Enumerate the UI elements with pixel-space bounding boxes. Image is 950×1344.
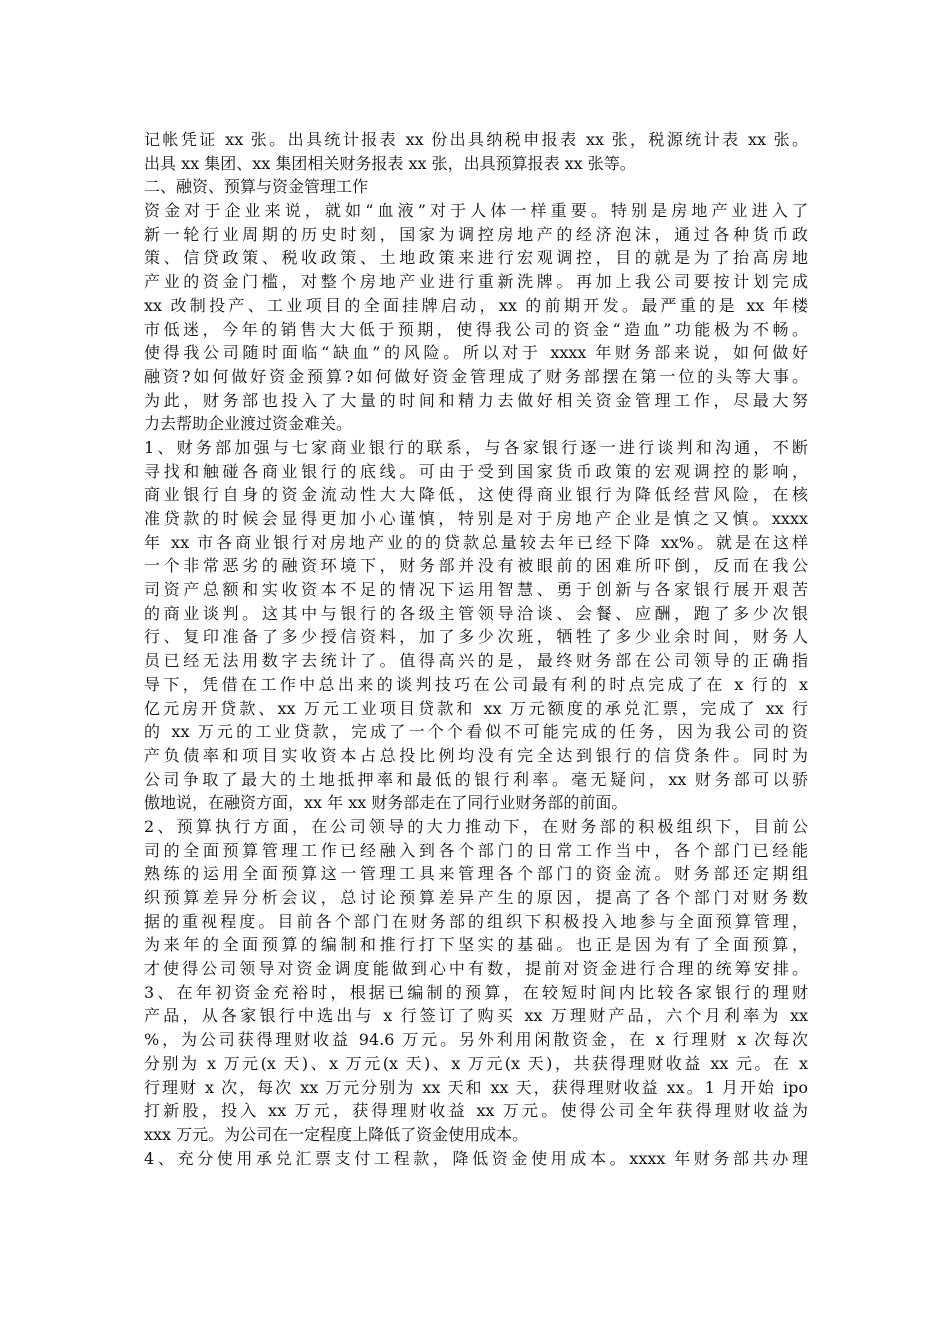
text-line: 力去帮助企业渡过资金难关。 [144, 414, 353, 434]
text-line: 准贷款的时候会显得更加小心谨慎，特别是对于房地产企业是慎之又慎。xxxx [144, 509, 808, 528]
text-line: 为来年的全面预算的编制和推行打下坚实的基础。也正是因为有了全面预算， [144, 935, 808, 955]
text-line: 导下，凭借在工作中总出来的谈判技巧在公司最有利的时点完成了在 x 行的 x [144, 674, 808, 694]
text-line: 产业的资金门槛，对整个房地产业进行重新洗牌。再加上我公司要按计划完成 [144, 272, 808, 292]
text-line: 产负债率和项目实收资本占总投比例均没有完全达到银行的信贷条件。同时为 [144, 745, 808, 765]
text-line: 员已经无法用数字去统计了。值得高兴的是，最终财务部在公司领导的正确指 [144, 651, 808, 671]
text-line: 的 xx 万元的工业贷款，完成了一个个看似不可能完成的任务，因为我公司的资 [144, 722, 808, 742]
text-line: 为此，财务部也投入了大量的时间和精力去做好相关资金管理工作，尽最大努 [144, 390, 808, 410]
text-line: 记帐凭证 xx 张。出具统计报表 xx 份出具纳税申报表 xx 张，税源统计表 xx 张。 [144, 130, 808, 149]
text-line: 织预算差异分析会议，总讨论预算差异产生的原因，提高了各个部门对财务数 [144, 888, 808, 907]
text-line: 4、充分使用承兑汇票支付工程款，降低资金使用成本。xxxx 年财务部共办理 [144, 1148, 808, 1168]
text-line: 融资?如何做好资金预算?如何做好资金管理成了财务部摆在第一位的头等大事。 [144, 366, 808, 386]
text-line: 二、融资、预算与资金管理工作 [144, 177, 369, 197]
text-line: 才使得公司领导对资金调度能做到心中有数，提前对资金进行合理的统筹安排。 [144, 959, 808, 979]
text-line: 2、预算执行方面，在公司领导的大力推动下，在财务部的积极组织下，目前公 [144, 816, 808, 836]
text-line: 打新股，投入 xx 万元，获得理财收益 xx 万元。使得公司全年获得理财收益为 [144, 1101, 808, 1121]
text-line: 分别为 x 万元(x 天)、x 万元(x 天)、x 万元(x 天)，共获得理财收益 xx 元。在 x [144, 1053, 808, 1073]
text-line: %，为公司获得理财收益 94.6 万元。另外利用闲散资金，在 x 行理财 x 次每次 [144, 1030, 808, 1050]
text-line: 出具 xx 集团、xx 集团相关财务报表 xx 张，出具预算报表 xx 张等。 [144, 153, 636, 173]
text-line: 使得我公司随时面临“缺血”的风险。所以对于 xxxx 年财务部来说，如何做好 [144, 343, 808, 363]
text-line: 新一轮行业周期的历史时刻，国家为调控房地产的经济泡沫，通过各种货币政 [144, 224, 808, 244]
text-line: 一个非常恶劣的融资环境下，财务部并没有被眼前的困难所吓倒，反而在我公 [144, 556, 808, 576]
text-line: 3、在年初资金充裕时，根据已编制的预算，在较短时间内比较各家银行的理财 [144, 982, 808, 1002]
text-line: 策、信贷政策、税收政策、土地政策来进行宏观调控，目的就是为了抬高房地 [144, 248, 808, 268]
text-line: 行、复印准备了多少授信资料，加了多少次班，牺牲了多少业余时间，财务人 [144, 627, 808, 647]
text-line: 公司争取了最大的土地抵押率和最低的银行利率。毫无疑问，xx 财务部可以骄 [144, 769, 808, 789]
text-line: 亿元房开贷款、xx 万元工业项目贷款和 xx 万元额度的承兑汇票，完成了 xx 行 [144, 698, 808, 718]
text-line: 产品，从各家银行中选出与 x 行签订了购买 xx 万理财产品，六个月利率为 xx [144, 1006, 808, 1026]
text-line: 司资产总额和实收资本不足的情况下运用智慧、勇于创新与各家银行展开艰苦 [144, 580, 808, 600]
text-line: 寻找和触碰各商业银行的底线。可由于受到国家货币政策的宏观调控的影响， [144, 461, 808, 481]
text-line: 年 xx 市各商业银行对房地产业的的贷款总量较去年已经下降 xx%。就是在这样 [144, 532, 808, 552]
text-line: 据的重视程度。目前各个部门在财务部的组织下积极投入地参与全面预算管理， [144, 911, 808, 931]
text-line: 1、财务部加强与七家商业银行的联系，与各家银行逐一进行谈判和沟通，不断 [144, 437, 808, 457]
text-line: 市低迷，今年的销售大大低于预期，使得我公司的资金“造血”功能极为不畅。 [144, 319, 808, 339]
text-line: 熟练的运用全面预算这一管理工具来管理各个部门的资金流。财务部还定期组 [144, 864, 808, 884]
text-line: 商业银行自身的资金流动性大大降低，这使得商业银行为降低经营风险，在核 [144, 485, 808, 505]
text-line: xxx 万元。为公司在一定程度上降低了资金使用成本。 [144, 1124, 529, 1144]
text-line: 行理财 x 次，每次 xx 万元分别为 xx 天和 xx 天，获得理财收益 xx。1 月开始 ipo [144, 1077, 808, 1097]
document-body [144, 128, 808, 1170]
text-line: xx 改制投产、工业项目的全面挂牌启动，xx 的前期开发。最严重的是 xx 年楼 [144, 295, 808, 315]
text-line: 资金对于企业来说，就如“血液”对于人体一样重要。特别是房地产业进入了 [144, 201, 808, 221]
text-line: 司的全面预算管理工作已经融入到各个部门的日常工作当中，各个部门已经能 [144, 840, 808, 860]
text-line: 傲地说，在融资方面，xx 年 xx 财务部走在了同行业财务部的前面。 [144, 793, 628, 813]
text-line: 的商业谈判。这其中与银行的各级主管领导洽谈、会餐、应酬，跑了多少次银 [144, 603, 808, 623]
